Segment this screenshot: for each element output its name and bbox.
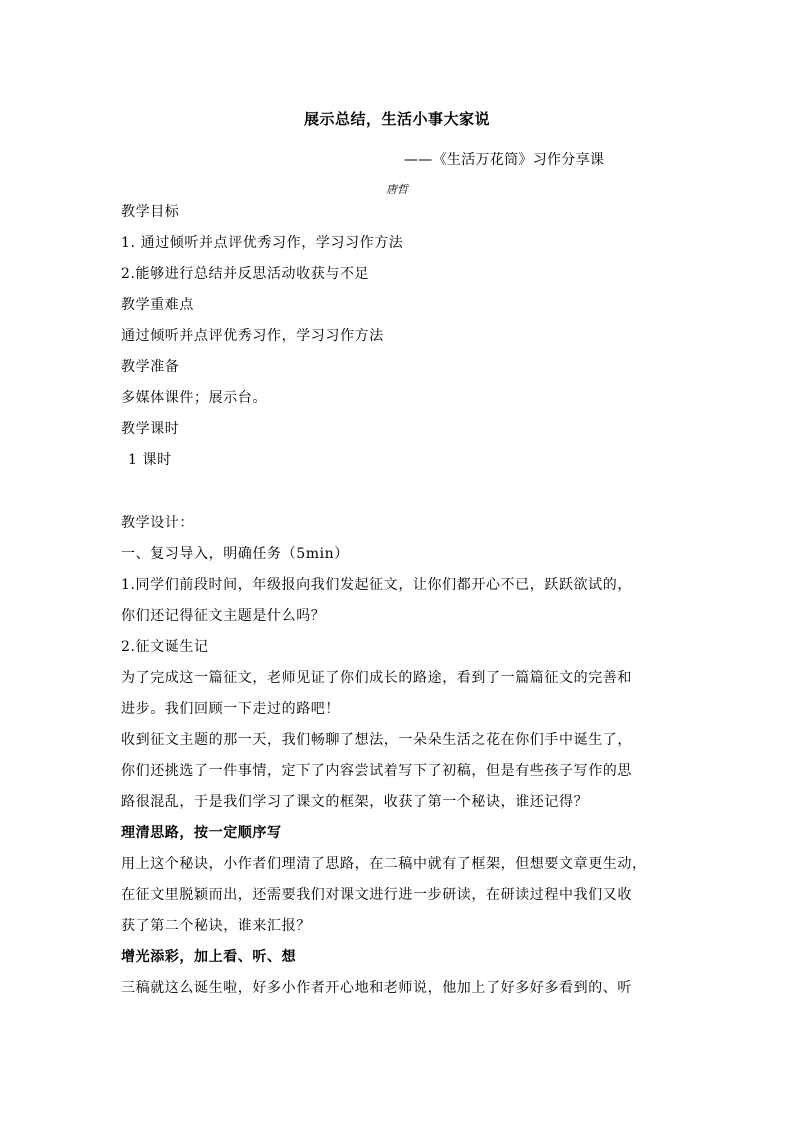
- paragraph-line: 路很混乱，于是我们学习了课文的框架，收获了第一个秘诀，谁还记得？: [121, 794, 589, 810]
- paragraph-line: 1.同学们前段时间，年级报向我们发起征文，让你们都开心不已，跃跃欲试的，: [121, 577, 632, 593]
- goal-item-1: 1. 通过倾听并点评优秀习作，学习习作方法: [121, 235, 404, 251]
- key-points-text: 通过倾听并点评优秀习作，学习习作方法: [121, 328, 384, 344]
- paragraph-line: 收到征文主题的那一天，我们畅聊了想法，一朵朵生活之花在你们手中诞生了，: [121, 732, 632, 748]
- section-heading-key-points: 教学重难点: [121, 297, 194, 313]
- paragraph-line: 为了完成这一篇征文，老师见证了你们成长的路途，看到了一篇篇征文的完善和: [121, 670, 632, 686]
- paragraph-line: 在征文里脱颖而出，还需要我们对课文进行进一步研读，在研读过程中我们又收: [121, 887, 632, 903]
- document-author: 唐哲: [386, 183, 408, 196]
- paragraph-line: 你们还记得征文主题是什么吗？: [121, 608, 326, 624]
- section-heading-goals: 教学目标: [121, 204, 180, 220]
- document-title: 展示总结，生活小事大家说: [303, 110, 490, 128]
- section-heading-design: 教学设计：: [121, 515, 194, 531]
- preparation-text: 多媒体课件；展示台。: [121, 390, 267, 406]
- document-subtitle: ——《生活万花筒》习作分享课: [404, 152, 605, 168]
- secret-heading-2: 增光添彩，加上看、听、想: [121, 949, 297, 965]
- paragraph-line: 进步。我们回顾一下走过的路吧！: [121, 701, 340, 717]
- step-heading-1: 一、复习导入，明确任务（5min）: [121, 546, 349, 562]
- periods-text: 1 课时: [128, 452, 172, 468]
- goal-item-2: 2.能够进行总结并反思活动收获与不足: [121, 266, 370, 282]
- paragraph-line: 三稿就这么诞生啦，好多小作者开心地和老师说，他加上了好多好多看到的、听: [121, 980, 632, 996]
- section-heading-preparation: 教学准备: [121, 359, 180, 375]
- section-heading-periods: 教学课时: [121, 421, 180, 437]
- subsection-heading: 2.征文诞生记: [121, 639, 209, 655]
- paragraph-line: 获了第二个秘诀，谁来汇报？: [121, 918, 311, 934]
- paragraph-line: 你们还挑选了一件事情，定下了内容尝试着写下了初稿，但是有些孩子写作的思: [121, 763, 632, 779]
- secret-heading-1: 理清思路，按一定顺序写: [121, 825, 282, 841]
- paragraph-line: 用上这个秘诀，小作者们理清了思路，在二稿中就有了框架，但想要文章更生动，: [121, 856, 647, 872]
